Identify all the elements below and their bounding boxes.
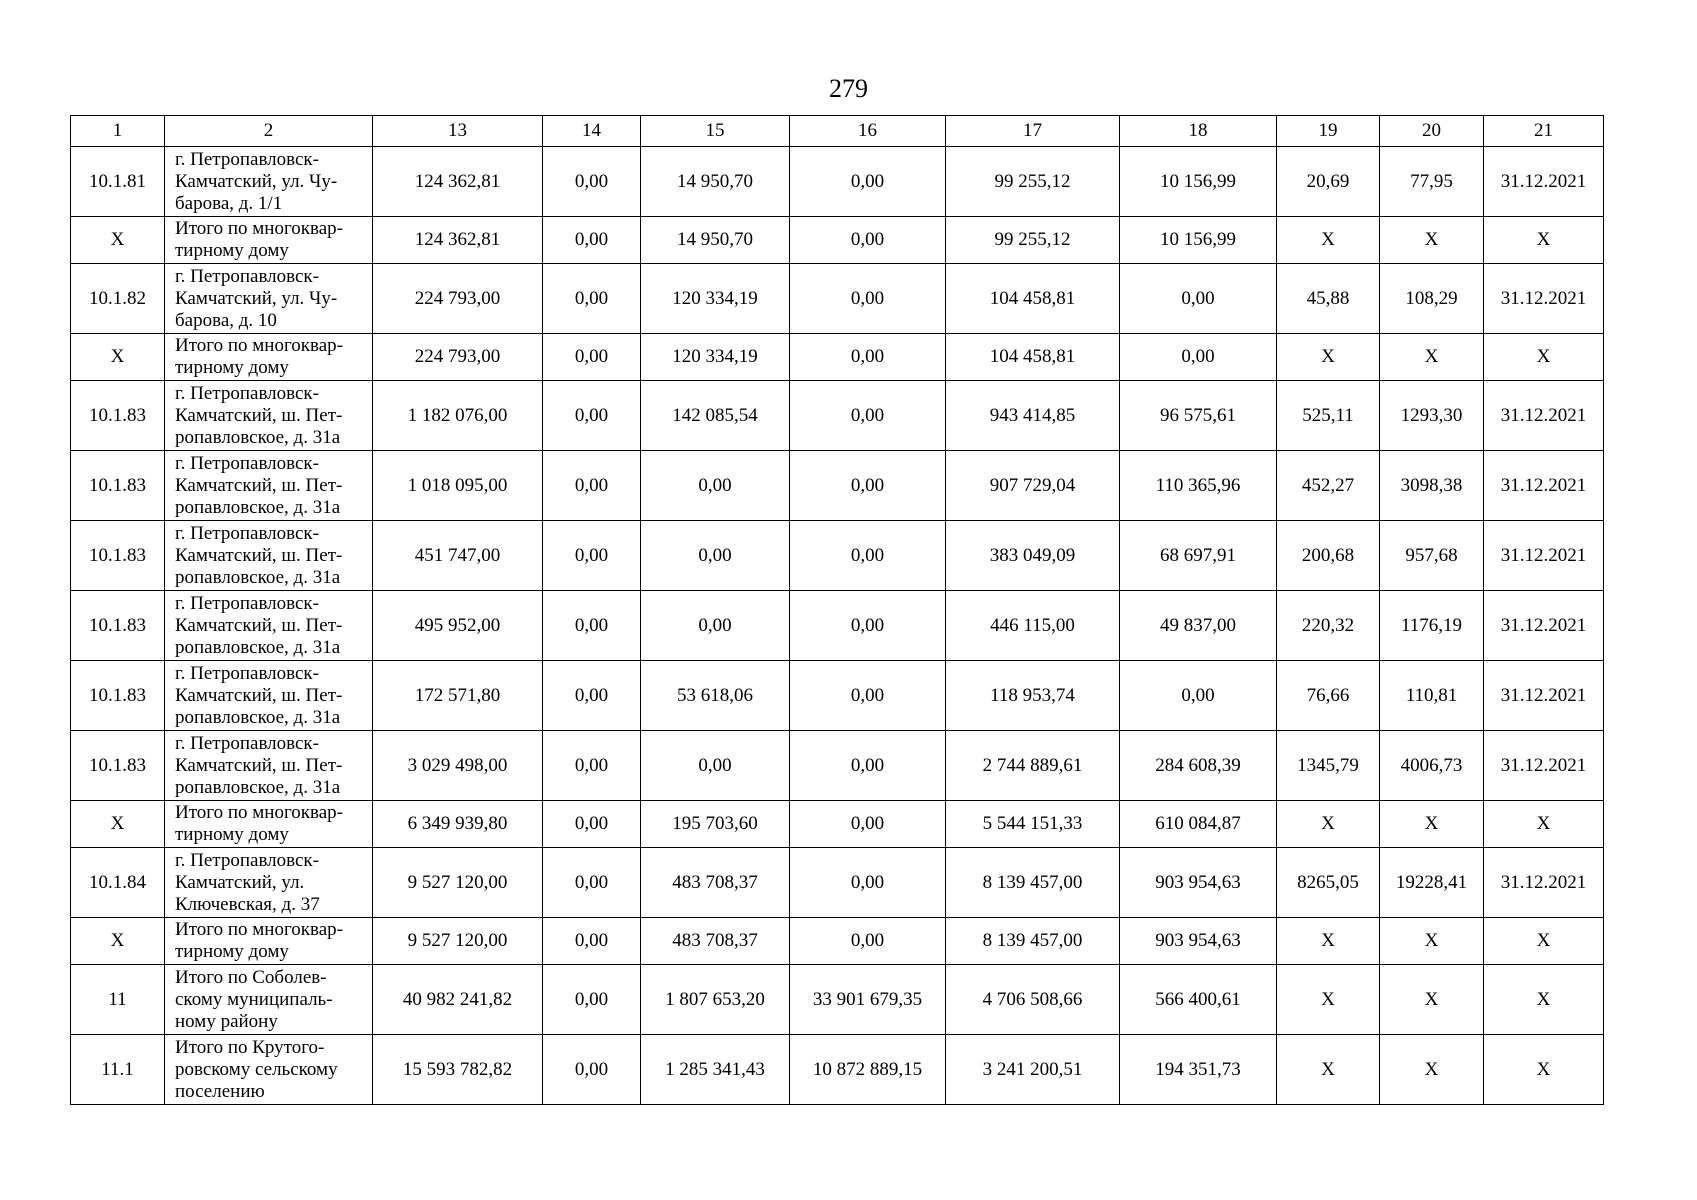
col19-cell: Х [1277, 801, 1380, 848]
col14-cell: 0,00 [543, 381, 641, 451]
col18-cell: 96 575,61 [1120, 381, 1277, 451]
col17-cell: 3 241 200,51 [946, 1035, 1120, 1105]
col17-cell: 5 544 151,33 [946, 801, 1120, 848]
address-cell: Итого по многоквар-тирному дому [165, 334, 373, 381]
date-cell: Х [1484, 334, 1604, 381]
data-table [70, 115, 1604, 1105]
date-cell: Х [1484, 965, 1604, 1035]
col18-cell: 0,00 [1120, 661, 1277, 731]
address-cell: г. Петропавловск-Камчатский, ш. Пет-ропавловское, д. 31а [165, 381, 373, 451]
col16-cell: 0,00 [790, 918, 946, 965]
address-cell: г. Петропавловск-Камчатский, ул. Ключевская, д. 37 [165, 848, 373, 918]
table-row [71, 848, 1604, 918]
table-row [71, 147, 1604, 217]
address-cell: г. Петропавловск-Камчатский, ул. Чу-барова, д. 10 [165, 264, 373, 334]
col20-cell: 957,68 [1380, 521, 1484, 591]
col15-cell: 120 334,19 [641, 334, 790, 381]
col18-cell: 0,00 [1120, 334, 1277, 381]
row-number-cell: Х [71, 801, 165, 848]
col16-cell: 0,00 [790, 731, 946, 801]
col19-cell: 45,88 [1277, 264, 1380, 334]
date-cell: 31.12.2021 [1484, 731, 1604, 801]
date-cell: 31.12.2021 [1484, 661, 1604, 731]
col14-cell: 0,00 [543, 848, 641, 918]
col18-cell: 0,00 [1120, 264, 1277, 334]
col15-cell: 53 618,06 [641, 661, 790, 731]
col17-cell: 8 139 457,00 [946, 848, 1120, 918]
address-cell: г. Петропавловск-Камчатский, ш. Пет-ропавловское, д. 31а [165, 521, 373, 591]
col14-cell: 0,00 [543, 264, 641, 334]
header-cell: 18 [1120, 116, 1277, 147]
col20-cell: 110,81 [1380, 661, 1484, 731]
row-number-cell: 11 [71, 965, 165, 1035]
col16-cell: 0,00 [790, 451, 946, 521]
col15-cell: 14 950,70 [641, 217, 790, 264]
col15-cell: 14 950,70 [641, 147, 790, 217]
date-cell: Х [1484, 801, 1604, 848]
col16-cell: 0,00 [790, 591, 946, 661]
row-number-cell: 10.1.82 [71, 264, 165, 334]
header-cell: 15 [641, 116, 790, 147]
address-cell: г. Петропавловск-Камчатский, ш. Пет-ропавловское, д. 31а [165, 451, 373, 521]
col19-cell: 220,32 [1277, 591, 1380, 661]
col17-cell: 99 255,12 [946, 217, 1120, 264]
col14-cell: 0,00 [543, 965, 641, 1035]
col15-cell: 0,00 [641, 591, 790, 661]
header-cell: 2 [165, 116, 373, 147]
col20-cell: 1293,30 [1380, 381, 1484, 451]
col17-cell: 99 255,12 [946, 147, 1120, 217]
header-cell: 19 [1277, 116, 1380, 147]
col15-cell: 0,00 [641, 731, 790, 801]
col19-cell: 1345,79 [1277, 731, 1380, 801]
row-number-cell: 10.1.83 [71, 521, 165, 591]
address-cell: г. Петропавловск-Камчатский, ш. Пет-ропавловское, д. 31а [165, 591, 373, 661]
row-number-cell: Х [71, 918, 165, 965]
header-cell: 21 [1484, 116, 1604, 147]
row-number-cell: 10.1.83 [71, 381, 165, 451]
col18-cell: 10 156,99 [1120, 217, 1277, 264]
col15-cell: 483 708,37 [641, 848, 790, 918]
table-row [71, 591, 1604, 661]
col16-cell: 0,00 [790, 801, 946, 848]
col17-cell: 104 458,81 [946, 334, 1120, 381]
col13-cell: 9 527 120,00 [373, 848, 543, 918]
table-row [71, 451, 1604, 521]
col19-cell: Х [1277, 334, 1380, 381]
col13-cell: 6 349 939,80 [373, 801, 543, 848]
table-row [71, 731, 1604, 801]
col14-cell: 0,00 [543, 147, 641, 217]
col20-cell: Х [1380, 1035, 1484, 1105]
address-cell: Итого по многоквар-тирному дому [165, 217, 373, 264]
col19-cell: 20,69 [1277, 147, 1380, 217]
date-cell: 31.12.2021 [1484, 381, 1604, 451]
col14-cell: 0,00 [543, 661, 641, 731]
col16-cell: 0,00 [790, 217, 946, 264]
col14-cell: 0,00 [543, 591, 641, 661]
col14-cell: 0,00 [543, 521, 641, 591]
col16-cell: 0,00 [790, 381, 946, 451]
table-row [71, 521, 1604, 591]
col20-cell: 4006,73 [1380, 731, 1484, 801]
header-cell: 13 [373, 116, 543, 147]
col18-cell: 610 084,87 [1120, 801, 1277, 848]
header-cell: 17 [946, 116, 1120, 147]
col15-cell: 142 085,54 [641, 381, 790, 451]
col13-cell: 1 182 076,00 [373, 381, 543, 451]
col17-cell: 2 744 889,61 [946, 731, 1120, 801]
col18-cell: 10 156,99 [1120, 147, 1277, 217]
col17-cell: 118 953,74 [946, 661, 1120, 731]
col19-cell: 525,11 [1277, 381, 1380, 451]
col13-cell: 124 362,81 [373, 147, 543, 217]
col13-cell: 172 571,80 [373, 661, 543, 731]
col15-cell: 1 285 341,43 [641, 1035, 790, 1105]
col18-cell: 49 837,00 [1120, 591, 1277, 661]
col13-cell: 15 593 782,82 [373, 1035, 543, 1105]
row-number-cell: 10.1.83 [71, 661, 165, 731]
row-number-cell: 10.1.83 [71, 451, 165, 521]
row-number-cell: Х [71, 334, 165, 381]
page-number: 279 [829, 74, 868, 103]
col15-cell: 195 703,60 [641, 801, 790, 848]
col19-cell: Х [1277, 1035, 1380, 1105]
date-cell: 31.12.2021 [1484, 451, 1604, 521]
date-cell: 31.12.2021 [1484, 521, 1604, 591]
header-cell: 20 [1380, 116, 1484, 147]
date-cell: 31.12.2021 [1484, 147, 1604, 217]
col13-cell: 1 018 095,00 [373, 451, 543, 521]
table-row [71, 918, 1604, 965]
table-row [71, 217, 1604, 264]
col15-cell: 1 807 653,20 [641, 965, 790, 1035]
col13-cell: 224 793,00 [373, 264, 543, 334]
col19-cell: 200,68 [1277, 521, 1380, 591]
header-row [71, 116, 1604, 147]
header-cell: 14 [543, 116, 641, 147]
header-cell: 1 [71, 116, 165, 147]
col14-cell: 0,00 [543, 334, 641, 381]
col20-cell: 1176,19 [1380, 591, 1484, 661]
col16-cell: 0,00 [790, 147, 946, 217]
col18-cell: 194 351,73 [1120, 1035, 1277, 1105]
row-number-cell: Х [71, 217, 165, 264]
col14-cell: 0,00 [543, 801, 641, 848]
col13-cell: 451 747,00 [373, 521, 543, 591]
col16-cell: 0,00 [790, 661, 946, 731]
col20-cell: Х [1380, 217, 1484, 264]
row-number-cell: 10.1.83 [71, 731, 165, 801]
table-row [71, 264, 1604, 334]
col20-cell: 108,29 [1380, 264, 1484, 334]
col17-cell: 8 139 457,00 [946, 918, 1120, 965]
col14-cell: 0,00 [543, 217, 641, 264]
col20-cell: 3098,38 [1380, 451, 1484, 521]
row-number-cell: 10.1.81 [71, 147, 165, 217]
col18-cell: 566 400,61 [1120, 965, 1277, 1035]
col13-cell: 124 362,81 [373, 217, 543, 264]
col19-cell: 8265,05 [1277, 848, 1380, 918]
table-row [71, 661, 1604, 731]
col19-cell: 452,27 [1277, 451, 1380, 521]
date-cell: 31.12.2021 [1484, 591, 1604, 661]
col16-cell: 0,00 [790, 848, 946, 918]
col17-cell: 4 706 508,66 [946, 965, 1120, 1035]
col20-cell: 77,95 [1380, 147, 1484, 217]
col18-cell: 903 954,63 [1120, 918, 1277, 965]
col15-cell: 0,00 [641, 521, 790, 591]
col13-cell: 495 952,00 [373, 591, 543, 661]
col15-cell: 120 334,19 [641, 264, 790, 334]
address-cell: Итого по многоквар-тирному дому [165, 801, 373, 848]
row-number-cell: 10.1.84 [71, 848, 165, 918]
col14-cell: 0,00 [543, 451, 641, 521]
col16-cell: 0,00 [790, 264, 946, 334]
col14-cell: 0,00 [543, 731, 641, 801]
col14-cell: 0,00 [543, 1035, 641, 1105]
date-cell: 31.12.2021 [1484, 264, 1604, 334]
address-cell: Итого по Крутого-ровскому сельскому поселению [165, 1035, 373, 1105]
col15-cell: 0,00 [641, 451, 790, 521]
date-cell: 31.12.2021 [1484, 848, 1604, 918]
col20-cell: Х [1380, 334, 1484, 381]
col14-cell: 0,00 [543, 918, 641, 965]
col17-cell: 383 049,09 [946, 521, 1120, 591]
table-row [71, 381, 1604, 451]
address-cell: г. Петропавловск-Камчатский, ш. Пет-ропавловское, д. 31а [165, 661, 373, 731]
col16-cell: 0,00 [790, 334, 946, 381]
table-row [71, 965, 1604, 1035]
col16-cell: 33 901 679,35 [790, 965, 946, 1035]
col17-cell: 943 414,85 [946, 381, 1120, 451]
col16-cell: 0,00 [790, 521, 946, 591]
col13-cell: 3 029 498,00 [373, 731, 543, 801]
col18-cell: 903 954,63 [1120, 848, 1277, 918]
col20-cell: Х [1380, 965, 1484, 1035]
col18-cell: 110 365,96 [1120, 451, 1277, 521]
col17-cell: 104 458,81 [946, 264, 1120, 334]
col15-cell: 483 708,37 [641, 918, 790, 965]
col13-cell: 224 793,00 [373, 334, 543, 381]
date-cell: Х [1484, 217, 1604, 264]
address-cell: Итого по Соболев-скому муниципаль-ному району [165, 965, 373, 1035]
col19-cell: 76,66 [1277, 661, 1380, 731]
col20-cell: Х [1380, 918, 1484, 965]
col18-cell: 68 697,91 [1120, 521, 1277, 591]
col18-cell: 284 608,39 [1120, 731, 1277, 801]
date-cell: Х [1484, 918, 1604, 965]
col19-cell: Х [1277, 217, 1380, 264]
col19-cell: Х [1277, 918, 1380, 965]
col13-cell: 40 982 241,82 [373, 965, 543, 1035]
address-cell: Итого по многоквар-тирному дому [165, 918, 373, 965]
col13-cell: 9 527 120,00 [373, 918, 543, 965]
table-row [71, 801, 1604, 848]
col16-cell: 10 872 889,15 [790, 1035, 946, 1105]
address-cell: г. Петропавловск-Камчатский, ш. Пет-ропавловское, д. 31а [165, 731, 373, 801]
row-number-cell: 11.1 [71, 1035, 165, 1105]
header-cell: 16 [790, 116, 946, 147]
col19-cell: Х [1277, 965, 1380, 1035]
row-number-cell: 10.1.83 [71, 591, 165, 661]
table-body [71, 116, 1604, 1105]
col20-cell: 19228,41 [1380, 848, 1484, 918]
table-row [71, 1035, 1604, 1105]
table-row [71, 334, 1604, 381]
address-cell: г. Петропавловск-Камчатский, ул. Чу-барова, д. 1/1 [165, 147, 373, 217]
date-cell: Х [1484, 1035, 1604, 1105]
col17-cell: 907 729,04 [946, 451, 1120, 521]
col20-cell: Х [1380, 801, 1484, 848]
col17-cell: 446 115,00 [946, 591, 1120, 661]
